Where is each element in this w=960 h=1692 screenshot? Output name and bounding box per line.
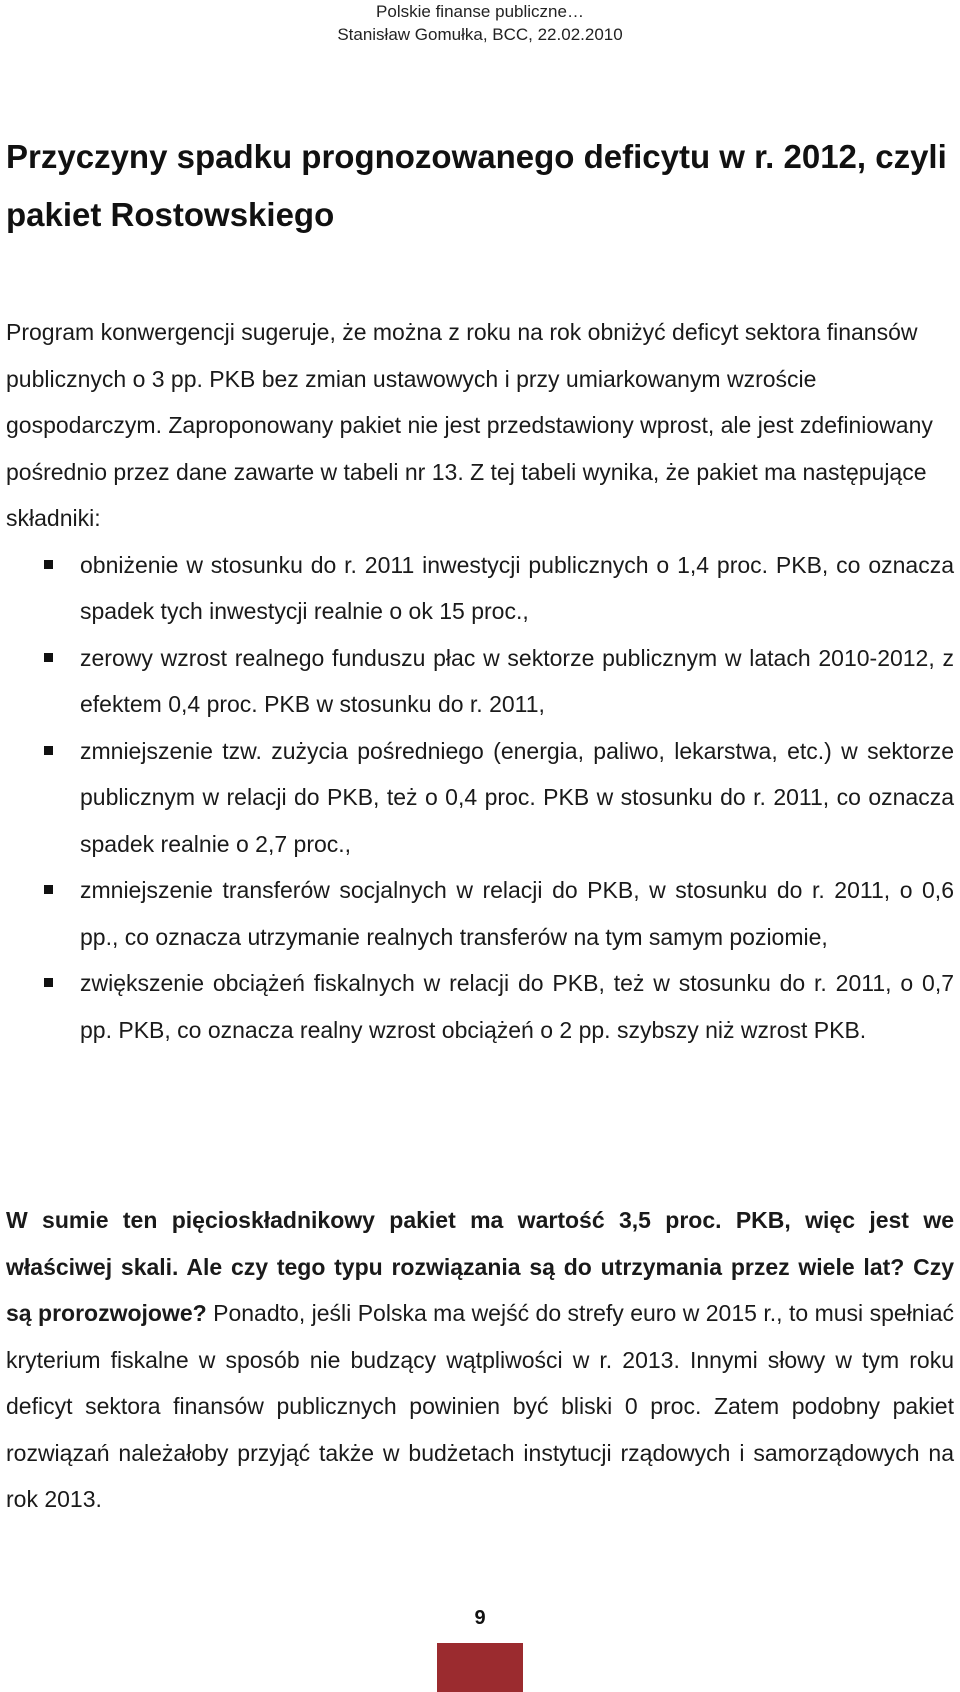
square-bullet-icon: [44, 978, 53, 987]
intro-block: [6, 309, 954, 1053]
page-number: 9: [474, 1607, 486, 1629]
square-bullet-icon: [44, 653, 53, 662]
summary-block: [6, 1197, 954, 1523]
list-item-text: zmniejszenie transferów socjalnych w relacji do PKB, w stosunku do r. 2011, o 0,6 pp., co oznacza utrzymanie realnych transferów na tym samym poziomie,: [80, 877, 954, 950]
summary-paragraph: [6, 1197, 954, 1523]
running-header: [0, 0, 960, 46]
square-bullet-icon: [44, 560, 53, 569]
header-author-date: Stanisław Gomułka, BCC, 22.02.2010: [337, 25, 623, 44]
list-item: [6, 728, 954, 868]
list-item-text: zmniejszenie tzw. zużycia pośredniego (energia, paliwo, lekarstwa, etc.) w sektorze publicznym w relacji do PKB, też o 0,4 proc. PKB w stosunku do r. 2011, co oznacza spadek realnie o 2,7 proc.,: [80, 737, 954, 857]
list-item: [6, 635, 954, 728]
list-item-text: zerowy wzrost realnego funduszu płac w sektorze publicznym w latach 2010-2012, z efektem 0,4 proc. PKB w stosunku do r. 2011,: [80, 644, 954, 717]
list-item: [6, 542, 954, 635]
square-bullet-icon: [44, 885, 53, 894]
section-heading: Przyczyny spadku prognozowanego deficytu w r. 2012, czyli pakiet Rostowskiego: [6, 138, 947, 233]
intro-paragraph: Program konwergencji sugeruje, że można z roku na rok obniżyć deficyt sektora finansów publicznych o 3 pp. PKB bez zmian ustawowych i przy umiarkowanym wzroście gospodarczym. Zaproponowany pakiet nie jest przedstawiony wprost, ale jest zdefiniowany pośrednio przez dane zawarte w tabeli nr 13. Z tej tabeli wynika, że pakiet ma następujące składniki:: [6, 319, 933, 531]
header-title: Polskie finanse publiczne…: [376, 2, 584, 21]
footer-decoration-bar: [437, 1643, 523, 1692]
list-item-text: zwiększenie obciążeń fiskalnych w relacji do PKB, też w stosunku do r. 2011, o 0,7 pp. PKB, co oznacza realny wzrost obciążeń o 2 pp. szybszy niż wzrost PKB.: [80, 970, 954, 1043]
square-bullet-icon: [44, 746, 53, 755]
summary-bold-text: W sumie ten pięcioskładnikowy pakiet ma wartość 3,5 proc. PKB, więc jest we właściwej skali. Ale czy tego typu rozwiązania są do utrzymania przez wiele lat? Czy są prorozwojowe?: [6, 1207, 954, 1326]
list-item-text: obniżenie w stosunku do r. 2011 inwestycji publicznych o 1,4 proc. PKB, co oznacza spadek tych inwestycji realnie o ok 15 proc.,: [80, 551, 954, 624]
list-item: [6, 960, 954, 1053]
package-components-list: [6, 542, 954, 1054]
list-item: [6, 867, 954, 960]
summary-regular-text: Ponadto, jeśli Polska ma wejść do strefy euro w 2015 r., to musi spełniać kryterium fiskalne w sposób nie budzący wątpliwości w r. 2013. Innymi słowy w tym roku deficyt sektora finansów publicznych powinien być bliski 0 proc. Zatem podobny pakiet rozwiązań należałoby przyjąć także w budżetach instytucji rządowych i samorządowych na rok 2013.: [6, 1300, 954, 1512]
